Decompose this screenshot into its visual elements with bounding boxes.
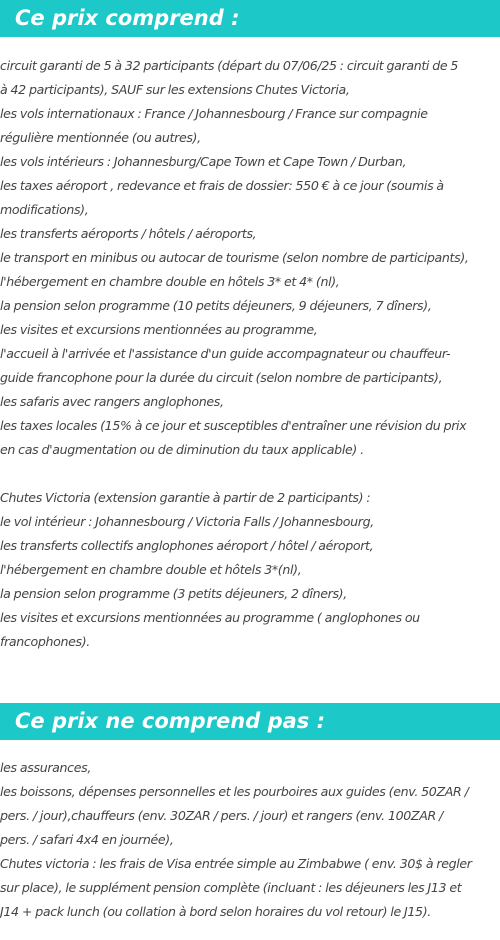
text-line: les transferts collectifs anglophones aéroport / hôtel / aéroport,: [0, 538, 374, 553]
text-line: les visites et excursions mentionnées au programme ( anglophones ou: [0, 610, 420, 625]
text-line: pers. / safari 4x4 en journée),: [0, 832, 174, 847]
blank-line: [0, 462, 500, 486]
text-line: les visites et excursions mentionnées au programme,: [0, 322, 318, 337]
excluded-section-header: [0, 703, 500, 740]
text-line: l'accueil à l'arrivée et l'assistance d'un guide accompagnateur ou chauffeur-: [0, 346, 451, 361]
excluded-list: [0, 756, 500, 924]
text-line: les safaris avec rangers anglophones,: [0, 394, 224, 409]
text-line: les transferts aéroports / hôtels / aéroports,: [0, 226, 257, 241]
included-section-header: [0, 0, 500, 37]
text-line: pers. / jour),chauffeurs (env. 30ZAR / pers. / jour) et rangers (env. 100ZAR /: [0, 808, 443, 823]
excluded-section-title: Ce prix ne comprend pas :: [15, 709, 326, 733]
text-line: la pension selon programme (10 petits déjeuners, 9 déjeuners, 7 dîners),: [0, 298, 432, 313]
text-line: Chutes Victoria (extension garantie à partir de 2 participants) :: [0, 490, 371, 505]
text-line: le vol intérieur : Johannesbourg / Victoria Falls / Johannesbourg,: [0, 514, 374, 529]
text-line: les vols internationaux : France / Johannesbourg / France sur compagnie: [0, 106, 428, 121]
text-line: J14 + pack lunch (ou collation à bord selon horaires du vol retour) le J15).: [0, 904, 431, 919]
text-line: circuit garanti de 5 à 32 participants (départ du 07/06/25 : circuit garanti de 5: [0, 58, 459, 73]
text-line: modifications),: [0, 202, 89, 217]
text-line: les taxes locales (15% à ce jour et susceptibles d'entraîner une révision du prix: [0, 418, 467, 433]
text-line: francophones).: [0, 634, 90, 649]
text-line: guide francophone pour la durée du circuit (selon nombre de participants),: [0, 370, 443, 385]
text-line: Chutes victoria : les frais de Visa entrée simple au Zimbabwe ( env. 30$ à regler: [0, 856, 472, 871]
text-line: les taxes aéroport , redevance et frais de dossier: 550 € à ce jour (soumis à: [0, 178, 444, 193]
text-line: en cas d'augmentation ou de diminution du taux applicable) .: [0, 442, 364, 457]
text-line: la pension selon programme (3 petits déjeuners, 2 dîners),: [0, 586, 347, 601]
included-list: [0, 54, 500, 654]
text-line: les assurances,: [0, 760, 91, 775]
text-line: sur place), le supplément pension complète (incluant : les déjeuners les J13 et: [0, 880, 462, 895]
text-line: régulière mentionnée (ou autres),: [0, 130, 201, 145]
text-line: l'hébergement en chambre double et hôtels 3*(nl),: [0, 562, 302, 577]
text-line: les vols intérieurs : Johannesburg/Cape Town et Cape Town / Durban,: [0, 154, 407, 169]
text-line: les boissons, dépenses personnelles et les pourboires aux guides (env. 50ZAR /: [0, 784, 469, 799]
text-line: le transport en minibus ou autocar de tourisme (selon nombre de participants),: [0, 250, 469, 265]
included-section-title: Ce prix comprend :: [15, 6, 240, 30]
text-line: l'hébergement en chambre double en hôtels 3* et 4* (nl),: [0, 274, 340, 289]
text-line: à 42 participants), SAUF sur les extensions Chutes Victoria,: [0, 82, 350, 97]
